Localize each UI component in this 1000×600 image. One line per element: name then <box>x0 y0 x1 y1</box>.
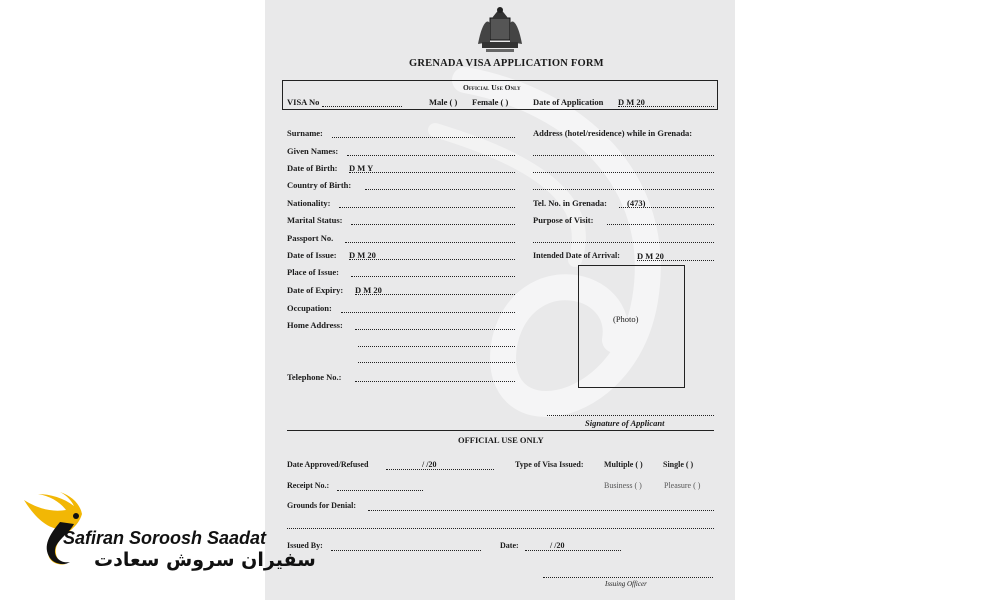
company-name-en: Safiran Soroosh Saadat <box>63 528 267 548</box>
intended-arrival-format: D M 20 <box>637 251 664 261</box>
date-of-expiry-field[interactable] <box>355 294 515 295</box>
receipt-no-field[interactable] <box>337 490 423 491</box>
purpose-of-visit-label: Purpose of Visit: <box>533 215 594 225</box>
dob-format: D M Y <box>349 163 374 173</box>
date-of-issue-label: Date of Issue: <box>287 250 337 260</box>
address-grenada-field-2[interactable] <box>533 172 714 173</box>
issued-by-label: Issued By: <box>287 541 323 550</box>
single-checkbox[interactable]: Single ( ) <box>663 460 694 469</box>
telephone-no-field[interactable] <box>355 381 515 382</box>
date-of-issue-field[interactable] <box>349 259 515 260</box>
tel-grenada-label: Tel. No. in Grenada: <box>533 198 607 208</box>
marital-status-field[interactable] <box>351 224 515 225</box>
marital-status-label: Marital Status: <box>287 215 343 225</box>
pleasure-checkbox[interactable]: Pleasure ( ) <box>664 481 701 490</box>
visa-no-label: VISA No <box>287 97 320 107</box>
coat-of-arms-icon <box>470 4 530 54</box>
dob-label: Date of Birth: <box>287 163 338 173</box>
occupation-field[interactable] <box>341 312 515 313</box>
purpose-of-visit-field-1[interactable] <box>607 224 714 225</box>
form-title: GRENADA VISA APPLICATION FORM <box>409 58 604 69</box>
date-approved-field[interactable] <box>386 469 494 470</box>
signature-field[interactable] <box>547 415 714 416</box>
grounds-denial-field-1[interactable] <box>368 510 714 511</box>
issuing-officer-field[interactable] <box>543 577 713 578</box>
surname-field[interactable] <box>332 137 515 138</box>
photo-label: (Photo) <box>613 314 639 324</box>
given-names-field[interactable] <box>347 155 515 156</box>
home-address-field-2[interactable] <box>358 346 515 347</box>
photo-box[interactable] <box>578 265 685 388</box>
grounds-denial-field-2[interactable] <box>287 528 714 529</box>
address-grenada-field-1[interactable] <box>533 155 714 156</box>
surname-label: Surname: <box>287 128 323 138</box>
form-sheet <box>265 0 735 600</box>
nationality-label: Nationality: <box>287 198 331 208</box>
intended-arrival-label: Intended Date of Arrival: <box>533 251 620 260</box>
male-checkbox[interactable]: Male ( ) <box>429 97 458 107</box>
grounds-denial-label: Grounds for Denial: <box>287 501 357 510</box>
tel-grenada-field[interactable] <box>619 207 714 208</box>
date-of-application-label: Date of Application <box>533 97 604 107</box>
address-grenada-label: Address (hotel/residence) while in Grenada: <box>533 128 693 138</box>
date-format: / /20 <box>550 541 565 550</box>
home-address-label: Home Address: <box>287 320 343 330</box>
female-checkbox[interactable]: Female ( ) <box>472 97 509 107</box>
visa-no-field[interactable] <box>322 106 402 107</box>
intended-arrival-field[interactable] <box>637 260 714 261</box>
signature-label: Signature of Applicant <box>585 418 665 428</box>
date-field[interactable] <box>525 550 621 551</box>
company-name-fa: سفیران سروش سعادت <box>94 549 316 571</box>
telephone-no-label: Telephone No.: <box>287 372 342 382</box>
purpose-of-visit-field-2[interactable] <box>533 242 714 243</box>
place-of-issue-label: Place of Issue: <box>287 267 339 277</box>
country-of-birth-field[interactable] <box>365 189 515 190</box>
place-of-issue-field[interactable] <box>351 276 515 277</box>
passport-no-field[interactable] <box>345 242 515 243</box>
date-of-issue-format: D M 20 <box>349 250 376 260</box>
given-names-label: Given Names: <box>287 146 339 156</box>
nationality-field[interactable] <box>339 207 515 208</box>
home-address-field-1[interactable] <box>355 329 515 330</box>
date-of-application-format: D M 20 <box>618 97 645 107</box>
occupation-label: Occupation: <box>287 303 332 313</box>
address-grenada-field-3[interactable] <box>533 189 714 190</box>
official-use-bottom-label: OFFICIAL USE ONLY <box>458 435 544 445</box>
issuing-officer-label: Issuing Officer <box>605 580 647 588</box>
date-approved-format: / /20 <box>422 460 437 469</box>
home-address-field-3[interactable] <box>358 362 515 363</box>
official-use-top-label: Official Use Only <box>463 83 521 92</box>
business-checkbox[interactable]: Business ( ) <box>604 481 642 490</box>
type-of-visa-label: Type of Visa Issued: <box>515 460 584 469</box>
date-label: Date: <box>500 541 519 550</box>
date-of-application-field[interactable] <box>618 106 714 107</box>
date-approved-label: Date Approved/Refused <box>287 460 369 469</box>
date-of-expiry-format: D M 20 <box>355 285 382 295</box>
issued-by-field[interactable] <box>331 550 481 551</box>
date-of-expiry-label: Date of Expiry: <box>287 285 344 295</box>
country-of-birth-label: Country of Birth: <box>287 180 352 190</box>
dob-field[interactable] <box>349 172 515 173</box>
receipt-no-label: Receipt No.: <box>287 481 330 490</box>
tel-grenada-code: (473) <box>627 198 646 208</box>
passport-no-label: Passport No. <box>287 233 334 243</box>
multiple-checkbox[interactable]: Multiple ( ) <box>604 460 643 469</box>
section-divider <box>287 430 714 431</box>
